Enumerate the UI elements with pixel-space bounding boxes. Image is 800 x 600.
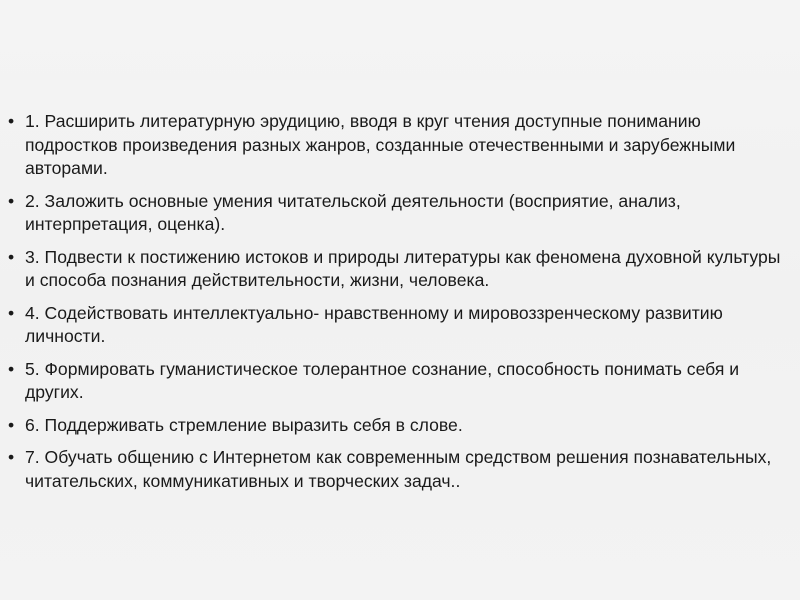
goals-list: [8, 110, 792, 502]
list-item: [8, 358, 792, 405]
list-item: [8, 110, 792, 181]
list-item: [8, 190, 792, 237]
bullet-icon: •: [8, 447, 15, 467]
bullet-icon: •: [8, 414, 15, 435]
list-item: [8, 302, 792, 349]
list-item-text: 5. Формировать гуманистическое толерантное сознание, способность понимать себя и других.: [25, 358, 740, 402]
list-item-text: 2. Заложить основные умения читательской деятельности (восприятие, анализ, интерпретация, оценка).: [25, 190, 681, 234]
list-item-text: 4. Содействовать интеллектуально- нравственному и мировоззренческому развитию личности.: [25, 302, 723, 346]
list-item: [8, 446, 792, 493]
bullet-icon: •: [8, 358, 15, 379]
list-item: [8, 246, 792, 293]
list-item-text: 6. Поддерживать стремление выразить себя в слове.: [25, 414, 463, 435]
list-item-text: 3. Подвести к постижению истоков и природы литературы как феномена духовной культуры и способа познания действительности, жизни, человека.: [25, 246, 781, 290]
bullet-icon: •: [8, 302, 15, 323]
list-item: [8, 414, 792, 438]
list-item-text: 7. Обучать общению с Интернетом как современным средством решения познавательных, читательских, коммуникативных и творческих задач..: [25, 447, 772, 491]
bullet-icon: •: [8, 190, 15, 211]
bullet-icon: •: [8, 246, 15, 267]
list-item-text: 1. Расширить литературную эрудицию, вводя в круг чтения доступные пониманию подростков произведения разных жанров, созданные отечественными и зарубежными авторами.: [25, 111, 736, 178]
bullet-icon: •: [8, 111, 15, 131]
